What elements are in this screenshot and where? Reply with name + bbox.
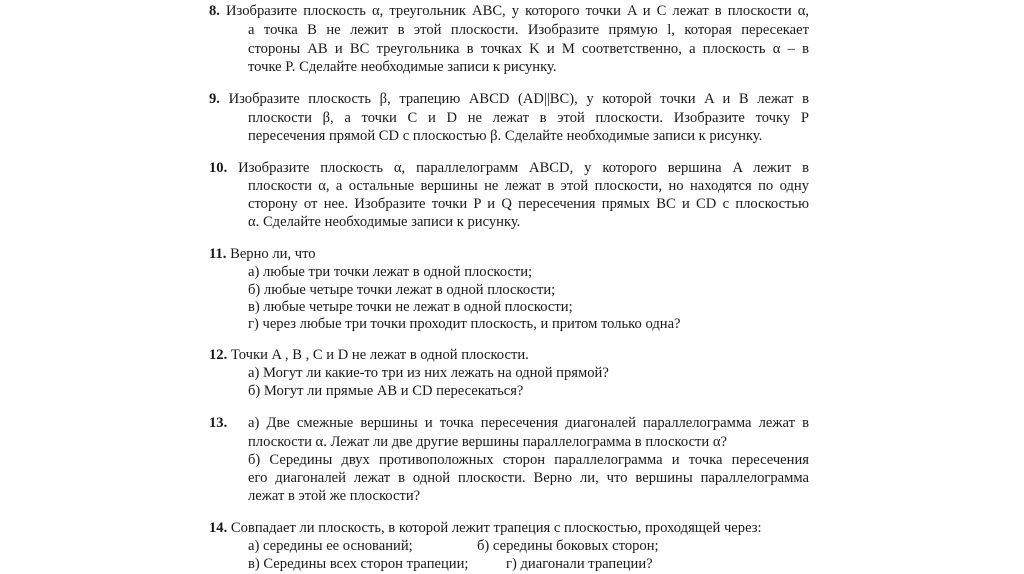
problem-10-line-3: сторону от нее. Изобразите точки P и Q пересечения прямых BC и CD с плоскостью [248,196,809,212]
problem-14-line-1 [209,519,809,537]
problem-9-text-1: Изобразите плоскость β, трапецию ABCD (AD||BC), у которой точки A и B лежат в [228,91,809,107]
problem-10-text-1: Изобразите плоскость α, параллелограмм ABCD, у которого вершина A лежит в [238,160,809,176]
problem-9-line-1 [209,90,809,108]
problem-11-line-1 [209,245,509,263]
problem-13-line-1: а) Две смежные вершины и точка пересечения диагоналей параллелограмма лежат в [248,415,809,431]
problem-11-option-d: г) через любые три точки проходит плоскость, и притом только одна? [248,316,681,332]
problem-11-number: 11. [209,246,227,262]
page-edge [1010,0,1024,574]
problem-14-option-c: в) Середины всех сторон трапеции; [248,556,469,572]
problem-10-line-2: плоскости α, а остальные вершины не лежат в этой плоскости, но находятся по одну [248,178,809,194]
problem-11-option-a: а) любые три точки лежат в одной плоскости; [248,264,533,280]
problem-8-number: 8. [209,3,220,19]
problem-13-line-2: плоскости α. Лежат ли две другие вершины параллелограмма в плоскости α? [248,434,727,450]
problem-10-line-4: α. Сделайте необходимые записи к рисунку. [248,214,521,230]
problem-14-option-d: г) диагонали трапеции? [506,556,653,572]
problem-12-line-1 [209,346,709,364]
problem-14-option-a: а) середины ее оснований; [248,538,413,554]
problem-9-line-3: пересечения прямой CD с плоскостью β. Сделайте необходимые записи к рисунку. [248,128,763,144]
problem-10-number: 10. [209,160,228,176]
problem-13-number-cell [209,414,249,432]
problem-12-option-a: а) Могут ли какие-то три из них лежать на одной прямой? [248,365,609,381]
problem-8-text-1: Изобразите плоскость α, треугольник ABC, у которого точки A и C лежат в плоскости α, [226,3,809,19]
problem-11-option-b: б) любые четыре точки лежат в одной плоскости; [248,282,556,298]
problem-8-line-2: а точка B не лежит в этой плоскости. Изобразите прямую l, которая пересекает [248,22,809,38]
problem-14-intro: Совпадает ли плоскость, в которой лежит трапеция с плоскостью, проходящей через: [230,520,762,536]
problem-13-line-3: б) Середины двух противоположных сторон параллелограмма и точка пересечения [248,452,809,468]
problem-11-intro: Верно ли, что [230,246,316,262]
problem-9-number: 9. [209,91,220,107]
problem-13-line-4: его диагоналей лежат в одной плоскости. Верно ли, что вершины параллелограмма [248,470,809,486]
problem-8-line-3: стороны AB и BC треугольника в точках K и M соответственно, а плоскость α – в [248,41,809,57]
problem-13-line-5: лежат в этой же плоскости? [248,488,421,504]
problem-13-number: 13. [209,415,228,431]
problem-9-line-2: плоскости β, а точки C и D не лежат в этой плоскости. Изобразите точку P [248,110,809,126]
problem-12-option-b: б) Могут ли прямые AB и CD пересекаться? [248,383,524,399]
problem-8-line-1 [209,2,809,20]
problem-14-option-b: б) середины боковых сторон; [477,538,659,554]
problem-12-intro: Точки A , B , C и D не лежат в одной плоскости. [230,347,529,363]
problem-8-line-4: точке P. Сделайте необходимые записи к рисунку. [248,59,557,75]
problem-14-number: 14. [209,520,228,536]
problem-10-line-1 [209,159,809,177]
problem-11-option-c: в) любые четыре точки не лежат в одной плоскости; [248,299,573,315]
problem-12-number: 12. [209,347,228,363]
